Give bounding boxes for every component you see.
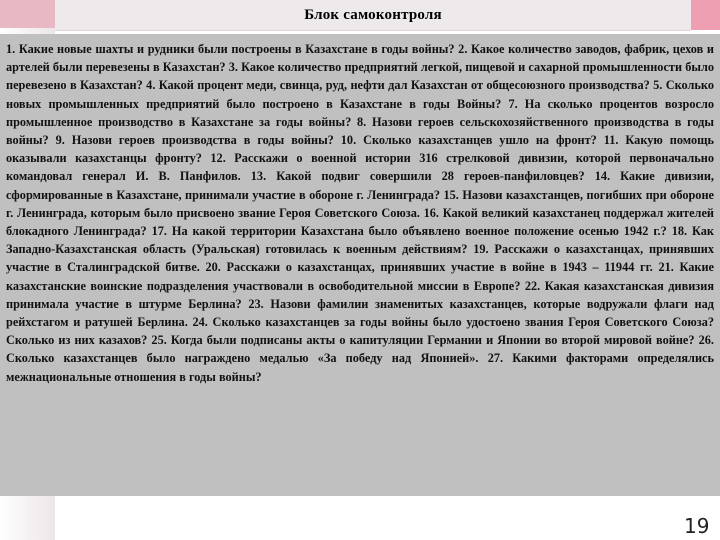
page-number: 19: [684, 514, 710, 538]
questions-text: 1. Какие новые шахты и рудники были построены в Казахстане в годы войны? 2. Какое количество заводов, фабрик, цехов и артелей были перевезены в Казахстан? 3. Какое количество предприятий легкой, пищевой и сахарной промышленности было перевезено в Казахстан? 4. Какой процент меди, свинца, руд, нефти дал Казахстан от общесоюзного производства? 5. Сколько новых промышленных предприятий было построено в Казахстане в годы Войны? 7. На сколько процентов возросло промышленное производство в Казахстане за годы войны? 8. Назови героев сельскохозяйственного производства в годы войны? 9. Назови героев производства в годы войны? 10. Сколько казахстанцев ушло на фронт? 11. Какую помощь оказывали казахстанцы фронту? 12. Расскажи о военной истории 316 стрелковой дивизии, которой первоначально командовал генерал И. В. Панфилов. 13. Какой подвиг совершили 28 героев-панфиловцев? 14. Какие дивизии, сформированные в Казахстане, принимали участие в обороне г. Ленинграда? 15. Назови казахстанцев, погибших при обороне г. Ленинграда, которым было присвоено звание Героя Советского Союза. 16. Какой великий казахстанец поддержал жителей блокадного Ленинграда? 17. На какой территории Казахстана было объявлено военное положение осенью 1942 г.? 18. Как Западно-Казахстанская область (Уральская) готовилась к военным действиям? 19. Расскажи о казахстанцах, принявших участие в Сталинградской битве. 20. Расскажи о казахстанцах, принявших участие в войне в 1943 – 11944 гг. 21. Какие казахстанские воинские подразделения участвовали в освободительной миссии в Европе? 22. Какая казахстанская дивизия принимала участие в штурме Берлина? 23. Назови фамилии знаменитых казахстанцев, которые водружали флаги над рейхстагом и ратушей Берлина. 24. Сколько казахстанцев за годы войны было удостоено звания Героя Советского Союза? Сколько из них казахов? 25. Когда были подписаны акты о капитуляции Германии и Японии во второй мировой войне? 26. Сколько казахстанцев было награждено медалью «За победу над Японией». 27. Какими факторами определялись межнациональные отношения в годы войны?: [6, 42, 714, 384]
questions-block: [0, 34, 720, 496]
title-bar: [55, 0, 691, 31]
corner-accent: [691, 0, 720, 30]
slide-title: Блок самоконтроля: [304, 6, 442, 23]
